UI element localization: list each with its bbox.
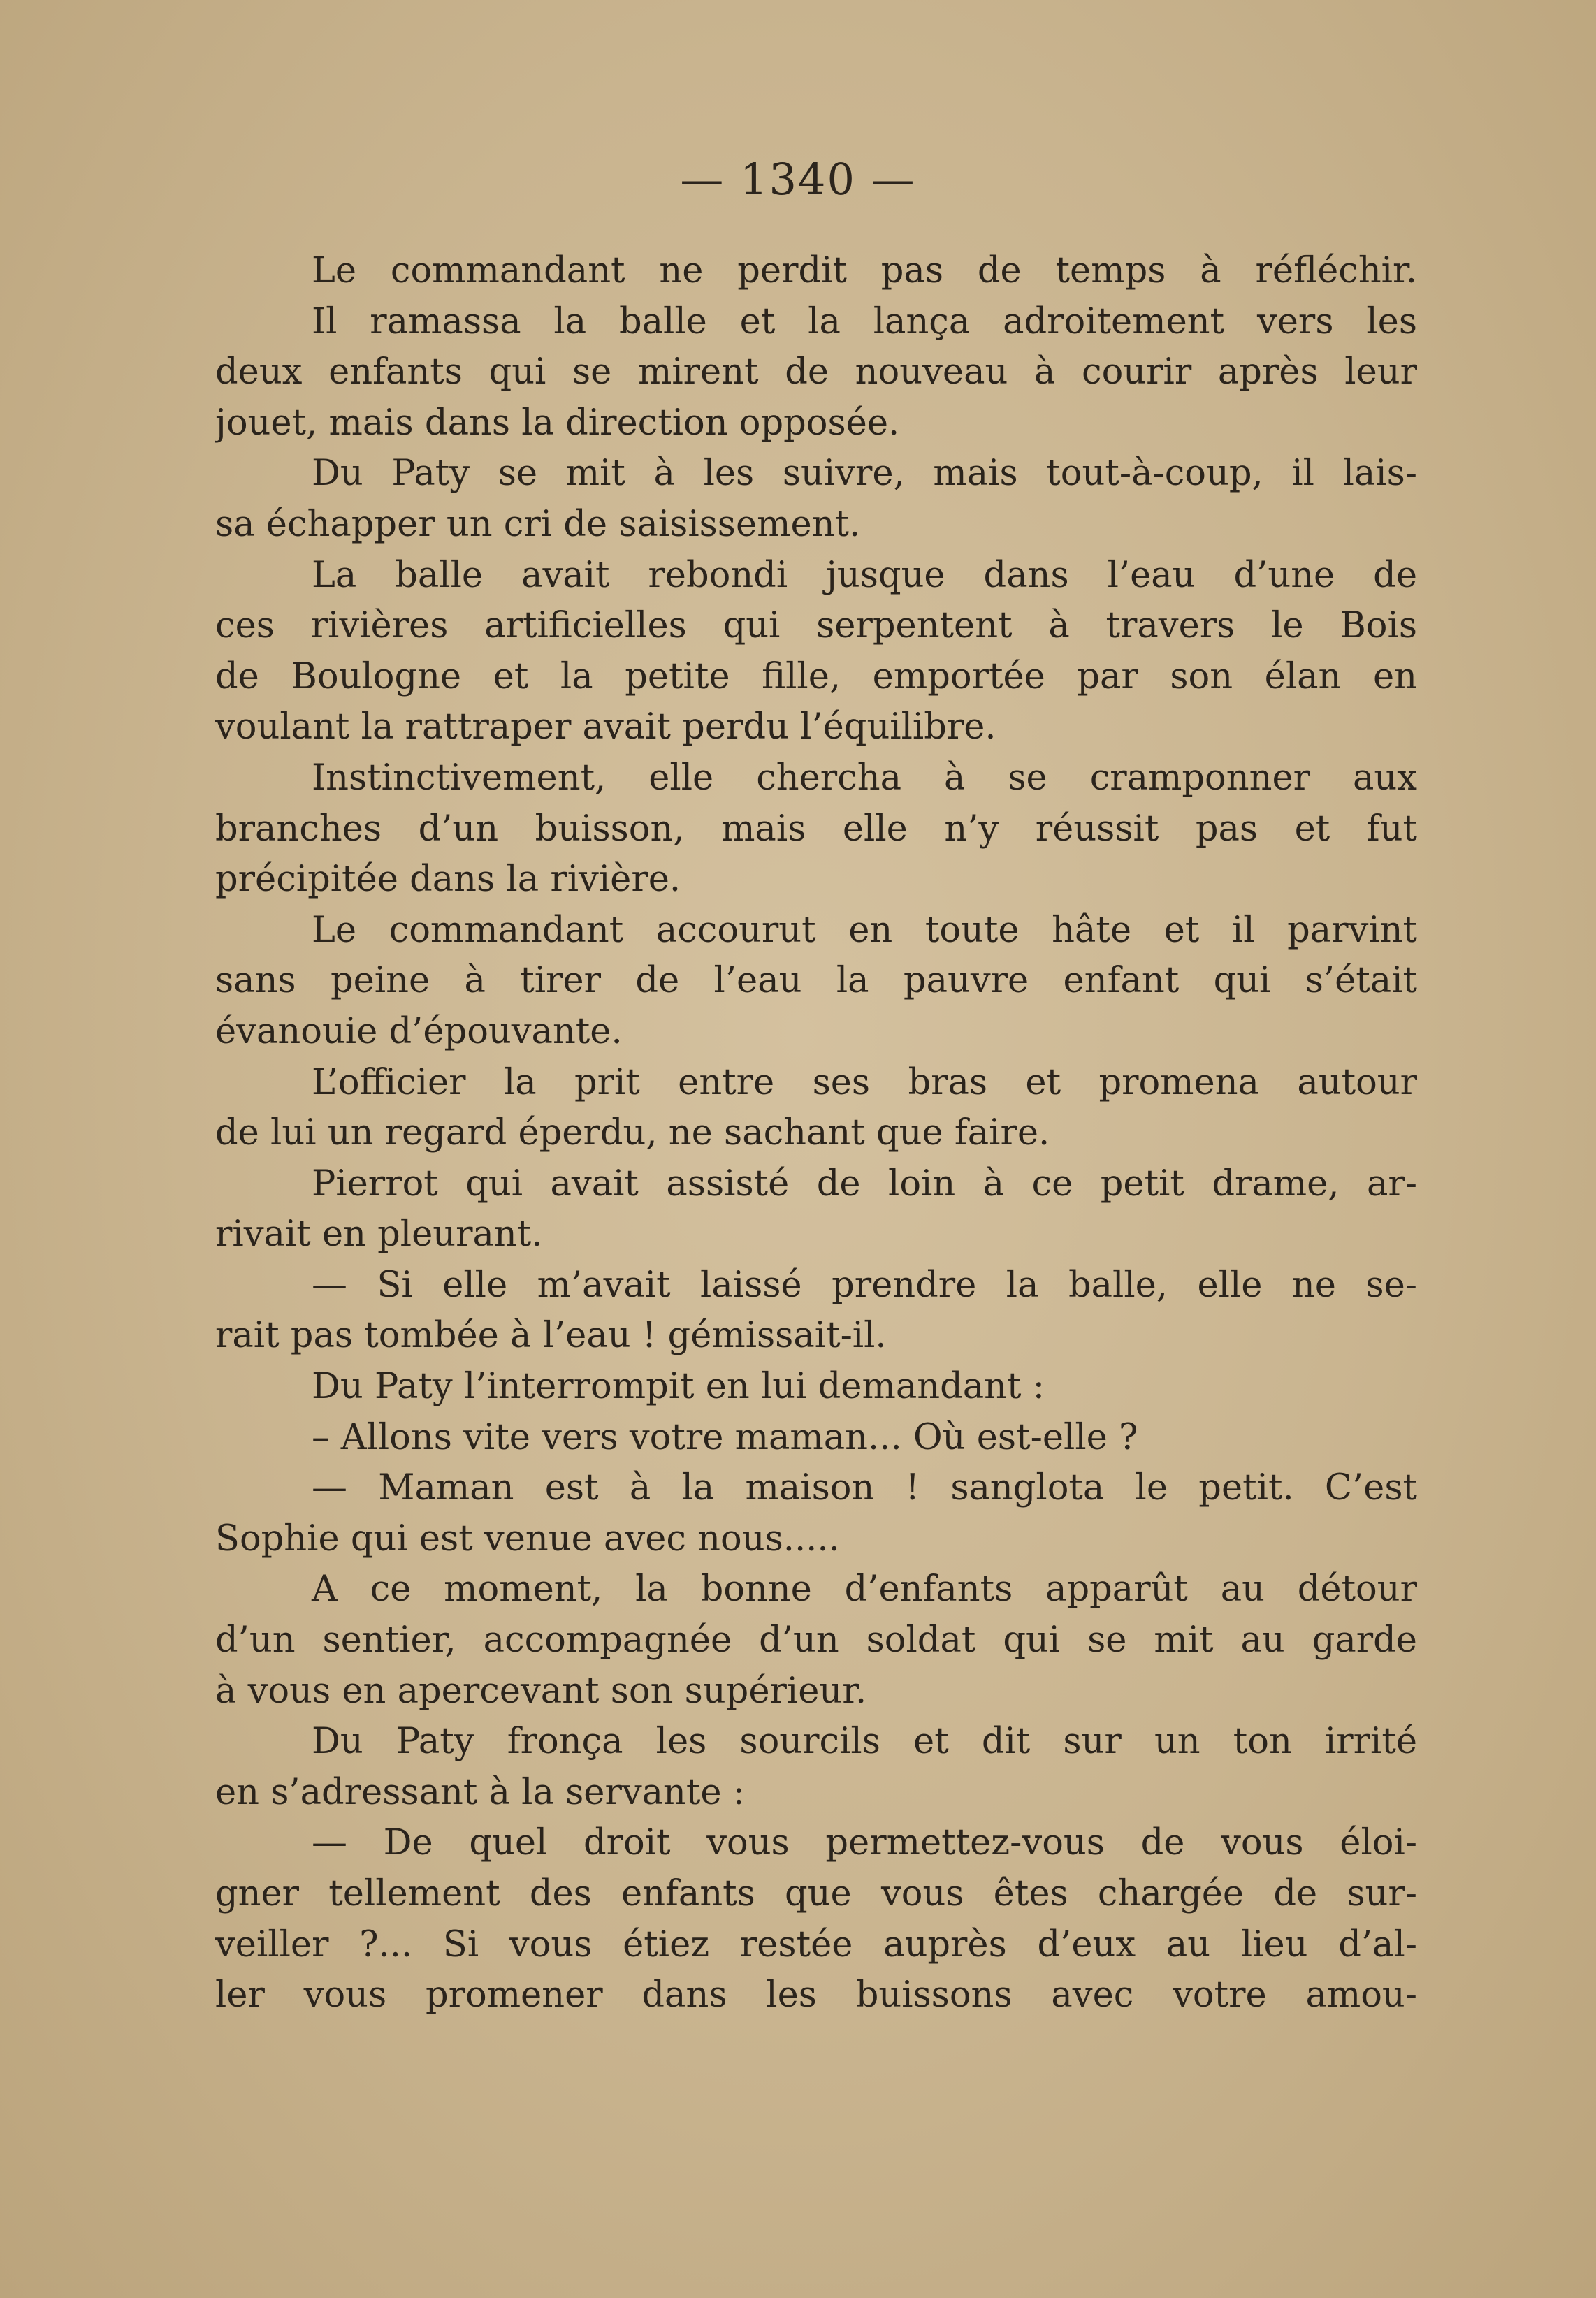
text-line: à vous en apercevant son supérieur.	[215, 1670, 867, 1712]
text-line: rivait en pleurant.	[215, 1214, 543, 1256]
text-line: deux enfants qui se mirent de nouveau à courir après leur	[215, 351, 1417, 393]
text-line: voulant la rattraper avait perdu l’équilibre.	[215, 706, 996, 748]
text-line: gner tellement des enfants que vous êtes chargée de sur-	[215, 1873, 1417, 1914]
text-line: Instinctivement, elle chercha à se cramponner aux	[312, 757, 1417, 799]
text-line: d’un sentier, accompagnée d’un soldat qui se mit au garde	[215, 1620, 1417, 1661]
text-line: sa échapper un cri de saisissement.	[215, 503, 861, 545]
text-line: ces rivières artificielles qui serpentent à travers le Bois	[215, 605, 1417, 647]
text-line: évanouie d’épouvante.	[215, 1010, 623, 1052]
text-line: — Maman est à la maison ! sanglota le petit. C’est	[312, 1467, 1417, 1509]
text-line: Du Paty fronça les sourcils et dit sur un ton irrité	[312, 1721, 1417, 1763]
text-line: — Si elle m’avait laissé prendre la balle, elle ne se-	[312, 1264, 1417, 1306]
text-line: branches d’un buisson, mais elle n’y réussit pas et fut	[215, 808, 1417, 850]
text-line: Du Paty l’interrompit en lui demandant :	[312, 1366, 1045, 1408]
text-line: précipitée dans la rivière.	[215, 859, 681, 901]
text-line: Pierrot qui avait assisté de loin à ce petit drame, ar-	[312, 1163, 1417, 1205]
text-line: A ce moment, la bonne d’enfants apparût au détour	[312, 1569, 1417, 1610]
page-number: — 1340 —	[680, 154, 916, 205]
text-line: Sophie qui est venue avec nous.....	[215, 1518, 840, 1559]
text-line: Du Paty se mit à les suivre, mais tout-à-coup, il lais-	[312, 453, 1417, 495]
text-line: — De quel droit vous permettez-vous de vous éloi-	[312, 1822, 1417, 1864]
text-line: jouet, mais dans la direction opposée.	[215, 402, 900, 444]
text-line: L’officier la prit entre ses bras et promena autour	[312, 1061, 1417, 1103]
text-line: de lui un regard éperdu, ne sachant que faire.	[215, 1112, 1050, 1154]
text-line: Il ramassa la balle et la lança adroitement vers les	[312, 300, 1417, 342]
text-line: de Boulogne et la petite fille, emportée par son élan en	[215, 655, 1417, 697]
text-line: rait pas tombée à l’eau ! gémissait-il.	[215, 1315, 887, 1357]
text-line: ler vous promener dans les buissons avec votre amou-	[215, 1975, 1417, 2016]
text-line: sans peine à tirer de l’eau la pauvre enfant qui s’était	[215, 960, 1417, 1002]
text-line: en s’adressant à la servante :	[215, 1771, 745, 1813]
text-line: Le commandant accourut en toute hâte et il parvint	[312, 909, 1417, 951]
text-line: La balle avait rebondi jusque dans l’eau d’une de	[312, 554, 1417, 596]
body-text	[215, 246, 1417, 2021]
text-line: veiller ?... Si vous étiez restée auprès d’eux au lieu d’al-	[215, 1924, 1417, 1965]
text-line: Le commandant ne perdit pas de temps à réfléchir.	[312, 250, 1417, 291]
text-line: – Allons vite vers votre maman... Où est-elle ?	[312, 1416, 1138, 1458]
